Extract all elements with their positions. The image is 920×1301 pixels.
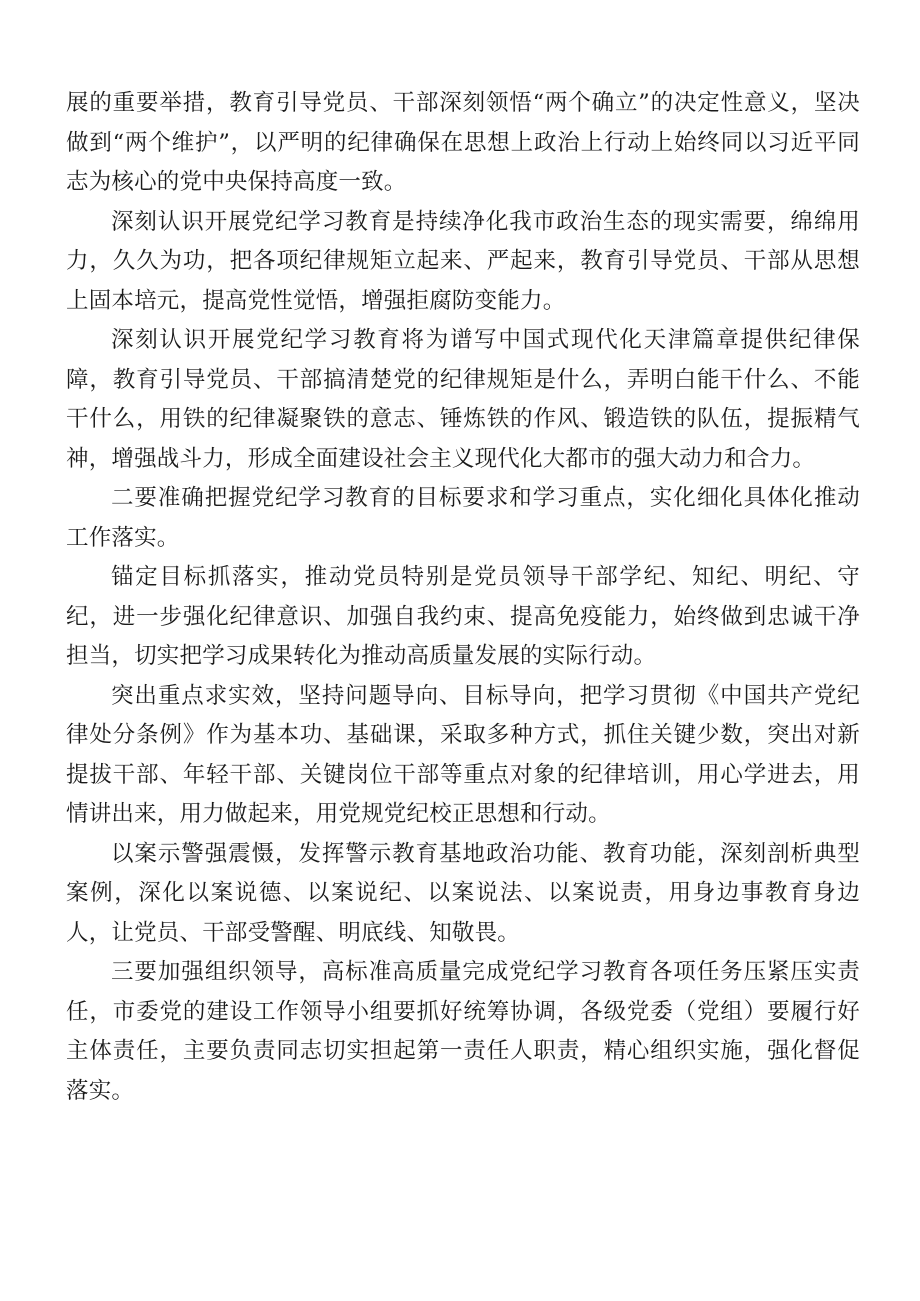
paragraph-warning-cases: 以案示警强震慑，发挥警示教育基地政治功能、教育功能，深刻剖析典型案例，深化以案说德、以案说纪、以案说法、以案说责，用身边事教育身边人，让党员、干部受警醒、明底线、知敬畏。 [66,840,860,946]
paragraph-section-three-leadership: 三要加强组织领导，高标准高质量完成党纪学习教育各项任务压紧压实责任，市委党的建设工作领导小组要抓好统筹协调，各级党委（党组）要履行好主体责任，主要负责同志切实担起第一责任人职责，精心组织实施，强化督促落实。 [66,959,860,1104]
paragraph-political-ecology: 深刻认识开展党纪学习教育是持续净化我市政治生态的现实需要，绵绵用力，久久为功，把各项纪律规矩立起来、严起来，教育引导党员、干部从思想上固本培元，提高党性觉悟，增强拒腐防变能力。 [66,208,860,314]
paragraph-key-points: 突出重点求实效，坚持问题导向、目标导向，把学习贯彻《中国共产党纪律处分条例》作为基本功、基础课，采取多种方式，抓住关键少数，突出对新提拔干部、年轻干部、关键岗位干部等重点对象的纪律培训，用心学进去，用情讲出来，用力做起来，用党规党纪校正思想和行动。 [66,682,860,827]
paragraph-target-implementation: 锚定目标抓落实，推动党员特别是党员领导干部学纪、知纪、明纪、守纪，进一步强化纪律意识、加强自我约束、提高免疫能力，始终做到忠诚干净担当，切实把学习成果转化为推动高质量发展的实际行动。 [66,564,860,669]
paragraph-section-two-heading: 二要准确把握党纪学习教育的目标要求和学习重点，实化细化具体化推动工作落实。 [66,485,860,551]
paragraph-discipline-guarantee: 深刻认识开展党纪学习教育将为谱写中国式现代化天津篇章提供纪律保障，教育引导党员、干部搞清楚党的纪律规矩是什么，弄明白能干什么、不能干什么，用铁的纪律凝聚铁的意志、锤炼铁的作风、锻造铁的队伍，提振精气神，增强战斗力，形成全面建设社会主义现代化大都市的强大动力和合力。 [66,327,860,472]
paragraph-continued: 展的重要举措，教育引导党员、干部深刻领悟“两个确立”的决定性意义，坚决做到“两个维护”，以严明的纪律确保在思想上政治上行动上始终同以习近平同志为核心的党中央保持高度一致。 [66,90,860,195]
